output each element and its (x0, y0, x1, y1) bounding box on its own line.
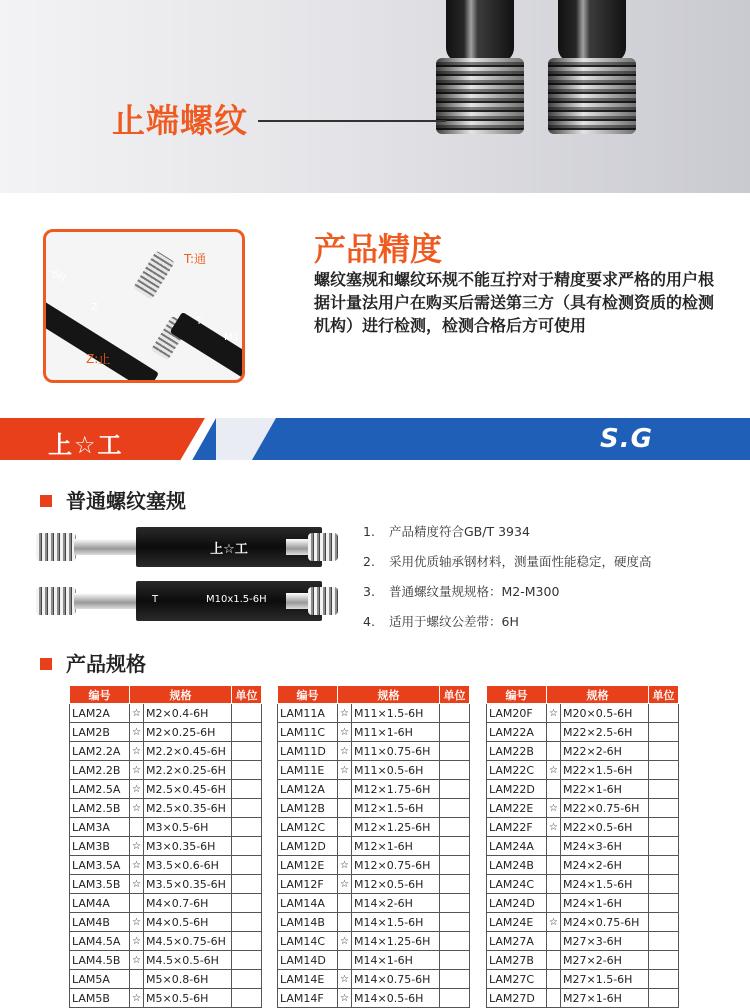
table-row (70, 761, 262, 780)
cell-code: LAM24E (487, 913, 547, 932)
header-unit: 单位 (440, 686, 470, 704)
cell-star (338, 837, 352, 856)
cell-spec: M27×1-6H (561, 989, 649, 1008)
cell-star (547, 780, 561, 799)
cell-spec: M11×1-6H (352, 723, 440, 742)
table-row (278, 723, 470, 742)
cell-code: LAM14E (278, 970, 338, 989)
table-row (70, 856, 262, 875)
cell-code: LAM4.5B (70, 951, 130, 970)
cell-unit (232, 742, 262, 761)
go-no-go-photo (43, 229, 245, 383)
cell-code: LAM22B (487, 742, 547, 761)
cell-unit (440, 913, 470, 932)
table-row (487, 894, 679, 913)
cell-spec: M4×0.7-6H (144, 894, 232, 913)
cell-star: ☆ (338, 989, 352, 1008)
cell-unit (649, 837, 679, 856)
precision-description: 螺纹塞规和螺纹环规不能互拧对于精度要求严格的用户根据计量法用户在购买后需送第三方（具有检测资质的检测机构）进行检测，检测合格后方可使用 (314, 270, 715, 335)
cell-unit (232, 856, 262, 875)
cell-star (130, 970, 144, 989)
table-row (278, 837, 470, 856)
cell-spec: M12×1.75-6H (352, 780, 440, 799)
table-row (487, 856, 679, 875)
cell-code: LAM22C (487, 761, 547, 780)
cell-unit (440, 989, 470, 1008)
cell-code: LAM2.2A (70, 742, 130, 761)
cell-star: ☆ (130, 951, 144, 970)
cell-code: LAM24C (487, 875, 547, 894)
cell-star (338, 913, 352, 932)
table-row (487, 761, 679, 780)
header-spec: 规格 (130, 686, 232, 704)
cell-code: LAM4.5A (70, 932, 130, 951)
cell-spec: M24×1-6H (561, 894, 649, 913)
cell-code: LAM2.5A (70, 780, 130, 799)
table-row (278, 742, 470, 761)
cell-star (547, 742, 561, 761)
table-row (278, 780, 470, 799)
spec-table-2 (277, 685, 470, 1008)
cell-unit (649, 951, 679, 970)
cell-spec: M12×1-6H (352, 837, 440, 856)
table-row (70, 837, 262, 856)
cell-star: ☆ (547, 704, 561, 723)
table-row (278, 989, 470, 1008)
cell-star (338, 780, 352, 799)
header-code: 编号 (278, 686, 338, 704)
cell-star (547, 932, 561, 951)
cell-unit (232, 818, 262, 837)
cell-code: LAM3.5A (70, 856, 130, 875)
table-row (70, 780, 262, 799)
table-row (278, 704, 470, 723)
cell-spec: M12×0.75-6H (352, 856, 440, 875)
cell-spec: M2.5×0.45-6H (144, 780, 232, 799)
cell-spec: M3×0.35-6H (144, 837, 232, 856)
cell-star: ☆ (338, 856, 352, 875)
section-heading-specs (40, 648, 146, 677)
cell-unit (649, 970, 679, 989)
cell-star: ☆ (130, 837, 144, 856)
cell-star: ☆ (130, 989, 144, 1008)
cell-spec: M27×1.5-6H (561, 970, 649, 989)
cell-star (547, 837, 561, 856)
cell-code: LAM2A (70, 704, 130, 723)
bar-mark: M1 (224, 332, 239, 343)
cell-star: ☆ (547, 761, 561, 780)
cell-spec: M14×0.5-6H (352, 989, 440, 1008)
cell-star (338, 951, 352, 970)
cell-code: LAM5B (70, 989, 130, 1008)
cell-star: ☆ (338, 932, 352, 951)
table-row (278, 818, 470, 837)
spec-table-3 (486, 685, 679, 1008)
table-row (487, 799, 679, 818)
cell-unit (440, 970, 470, 989)
cell-spec: M2.5×0.35-6H (144, 799, 232, 818)
cell-star: ☆ (338, 761, 352, 780)
cell-unit (649, 761, 679, 780)
cell-spec: M24×0.75-6H (561, 913, 649, 932)
cell-code: LAM4B (70, 913, 130, 932)
table-row (70, 818, 262, 837)
cell-unit (649, 856, 679, 875)
header-code: 编号 (70, 686, 130, 704)
cell-spec: M2×0.4-6H (144, 704, 232, 723)
cell-code: LAM20F (487, 704, 547, 723)
cell-code: LAM12A (278, 780, 338, 799)
bar-mark: Z (91, 302, 98, 313)
cell-star: ☆ (338, 970, 352, 989)
cell-code: LAM27C (487, 970, 547, 989)
cell-spec: M11×0.5-6H (352, 761, 440, 780)
cell-star: ☆ (130, 856, 144, 875)
cell-code: LAM14C (278, 932, 338, 951)
cell-code: LAM3A (70, 818, 130, 837)
top-product-photo (0, 0, 750, 193)
table-row (278, 875, 470, 894)
cell-star (338, 818, 352, 837)
cell-code: LAM22E (487, 799, 547, 818)
cell-spec: M14×1.25-6H (352, 932, 440, 951)
gauge-mark-t: T (152, 594, 159, 605)
brand-banner (0, 418, 750, 460)
cell-unit (649, 723, 679, 742)
cell-code: LAM5A (70, 970, 130, 989)
cell-star: ☆ (130, 742, 144, 761)
cell-unit (232, 799, 262, 818)
cell-spec: M24×2-6H (561, 856, 649, 875)
table-row (70, 723, 262, 742)
no-go-thread-label: 止端螺纹 (112, 101, 248, 140)
cell-spec: M22×0.75-6H (561, 799, 649, 818)
feature-item: 2. 采用优质轴承钢材料，测量面性能稳定，硬度高 (363, 554, 652, 569)
gauge-spec-mark: M10x1.5-6H (206, 594, 267, 605)
cell-code: LAM2.5B (70, 799, 130, 818)
table-row (487, 989, 679, 1008)
cell-star (547, 989, 561, 1008)
cell-star: ☆ (130, 932, 144, 951)
table-row (487, 723, 679, 742)
cell-star: ☆ (130, 913, 144, 932)
plug-gauge-image-1 (36, 527, 336, 567)
cell-unit (232, 723, 262, 742)
table-row (487, 932, 679, 951)
table-row (70, 989, 262, 1008)
pointer-line (258, 120, 446, 122)
cell-unit (649, 932, 679, 951)
cell-unit (649, 989, 679, 1008)
table-row (487, 970, 679, 989)
cell-unit (440, 894, 470, 913)
cell-spec: M4.5×0.5-6H (144, 951, 232, 970)
cell-code: LAM14D (278, 951, 338, 970)
header-code: 编号 (487, 686, 547, 704)
table-row (487, 875, 679, 894)
cell-code: LAM11C (278, 723, 338, 742)
cell-spec: M4×0.5-6H (144, 913, 232, 932)
table-row (70, 704, 262, 723)
cell-unit (649, 913, 679, 932)
square-bullet-icon (40, 495, 52, 507)
table-row (278, 761, 470, 780)
cell-star: ☆ (338, 875, 352, 894)
cell-code: LAM24A (487, 837, 547, 856)
cell-unit (440, 875, 470, 894)
cell-spec: M2.2×0.25-6H (144, 761, 232, 780)
cell-spec: M24×3-6H (561, 837, 649, 856)
cell-spec: M14×2-6H (352, 894, 440, 913)
section-heading-text: 产品规格 (66, 652, 146, 676)
cell-code: LAM22A (487, 723, 547, 742)
cell-unit (440, 818, 470, 837)
cell-spec: M27×3-6H (561, 932, 649, 951)
table-row (70, 913, 262, 932)
cell-unit (440, 704, 470, 723)
cell-star (547, 856, 561, 875)
feature-item: 1. 产品精度符合GB/T 3934 (363, 524, 530, 539)
table-row (70, 932, 262, 951)
header-unit: 单位 (232, 686, 262, 704)
cell-star: ☆ (547, 799, 561, 818)
cell-spec: M12×0.5-6H (352, 875, 440, 894)
spec-table-1 (69, 685, 262, 1008)
cell-star: ☆ (130, 761, 144, 780)
table-row (70, 742, 262, 761)
cell-star (547, 951, 561, 970)
table-row (278, 894, 470, 913)
table-row (70, 951, 262, 970)
cell-spec: M14×1-6H (352, 951, 440, 970)
cell-unit (649, 704, 679, 723)
cell-spec: M3×0.5-6H (144, 818, 232, 837)
header-spec: 规格 (338, 686, 440, 704)
no-go-tag: Z:止 (86, 352, 111, 366)
cell-unit (649, 894, 679, 913)
section-heading-text: 普通螺纹塞规 (66, 489, 186, 513)
cell-star: ☆ (338, 723, 352, 742)
cell-code: LAM22F (487, 818, 547, 837)
cell-star (547, 723, 561, 742)
cell-code: LAM24D (487, 894, 547, 913)
table-row (487, 818, 679, 837)
cell-unit (440, 780, 470, 799)
cell-code: LAM11E (278, 761, 338, 780)
cell-code: LAM3.5B (70, 875, 130, 894)
cell-unit (440, 723, 470, 742)
cell-unit (232, 704, 262, 723)
cell-code: LAM2B (70, 723, 130, 742)
cell-star (338, 894, 352, 913)
feature-item: 3. 普通螺纹量规规格：M2-M300 (363, 584, 560, 599)
cell-spec: M2.2×0.45-6H (144, 742, 232, 761)
cell-spec: M3.5×0.35-6H (144, 875, 232, 894)
cell-spec: M3.5×0.6-6H (144, 856, 232, 875)
table-row (487, 837, 679, 856)
section-heading-plug-gauge (40, 485, 186, 514)
cell-star: ☆ (338, 704, 352, 723)
cell-star: ☆ (547, 913, 561, 932)
cell-unit (232, 913, 262, 932)
brand-logo-left: 上☆工 (48, 431, 124, 459)
cell-code: LAM3B (70, 837, 130, 856)
cell-unit (232, 761, 262, 780)
cell-spec: M4.5×0.75-6H (144, 932, 232, 951)
precision-title: 产品精度 (314, 230, 443, 268)
cell-unit (440, 799, 470, 818)
cell-spec: M11×0.75-6H (352, 742, 440, 761)
cell-code: LAM27B (487, 951, 547, 970)
table-row (70, 875, 262, 894)
cell-code: LAM11D (278, 742, 338, 761)
cell-unit (649, 818, 679, 837)
table-row (487, 742, 679, 761)
cell-star: ☆ (130, 723, 144, 742)
cell-code: LAM4A (70, 894, 130, 913)
cell-spec: M22×1-6H (561, 780, 649, 799)
table-row (278, 913, 470, 932)
cell-unit (649, 742, 679, 761)
cell-spec: M5×0.8-6H (144, 970, 232, 989)
cell-code: LAM2.2B (70, 761, 130, 780)
cell-star (547, 894, 561, 913)
cell-unit (440, 837, 470, 856)
cell-star (130, 894, 144, 913)
table-row (70, 894, 262, 913)
go-tag: T:通 (184, 252, 207, 266)
cell-code: LAM27D (487, 989, 547, 1008)
cell-code: LAM12F (278, 875, 338, 894)
feature-item: 4. 适用于螺纹公差带：6H (363, 614, 519, 629)
bar-mark: T (196, 316, 203, 327)
brand-logo-right: S.G (600, 424, 653, 454)
cell-spec: M24×1.5-6H (561, 875, 649, 894)
table-row (70, 799, 262, 818)
cell-unit (232, 837, 262, 856)
cell-spec: M14×1.5-6H (352, 913, 440, 932)
table-row (278, 951, 470, 970)
cell-spec: M22×0.5-6H (561, 818, 649, 837)
cell-spec: M20×0.5-6H (561, 704, 649, 723)
cell-unit (232, 932, 262, 951)
table-row (487, 913, 679, 932)
cell-code: LAM14F (278, 989, 338, 1008)
table-row (278, 856, 470, 875)
table-row (278, 932, 470, 951)
cell-spec: M22×1.5-6H (561, 761, 649, 780)
header-spec: 规格 (547, 686, 649, 704)
cell-unit (440, 761, 470, 780)
cell-spec: M12×1.25-6H (352, 818, 440, 837)
cell-unit (440, 856, 470, 875)
plug-gauge-image (436, 0, 524, 140)
cell-spec: M2×0.25-6H (144, 723, 232, 742)
cell-star: ☆ (130, 875, 144, 894)
cell-unit (232, 780, 262, 799)
cell-star (547, 875, 561, 894)
cell-spec: M12×1.5-6H (352, 799, 440, 818)
cell-unit (440, 951, 470, 970)
cell-unit (232, 989, 262, 1008)
square-bullet-icon (40, 658, 52, 670)
cell-code: LAM14A (278, 894, 338, 913)
cell-code: LAM14B (278, 913, 338, 932)
cell-unit (649, 875, 679, 894)
cell-code: LAM11A (278, 704, 338, 723)
cell-code: LAM12C (278, 818, 338, 837)
cell-spec: M22×2.5-6H (561, 723, 649, 742)
cell-code: LAM22D (487, 780, 547, 799)
table-row (487, 780, 679, 799)
cell-code: LAM24B (487, 856, 547, 875)
plug-gauge-image (548, 0, 636, 140)
bar-mark: -6H (46, 266, 68, 285)
cell-star (338, 799, 352, 818)
cell-unit (232, 970, 262, 989)
cell-unit (649, 799, 679, 818)
cell-star: ☆ (547, 818, 561, 837)
plug-gauge-image-2 (36, 581, 336, 621)
cell-unit (440, 742, 470, 761)
table-row (278, 799, 470, 818)
cell-star (130, 818, 144, 837)
table-row (70, 970, 262, 989)
cell-star: ☆ (130, 704, 144, 723)
table-row (487, 951, 679, 970)
header-unit: 单位 (649, 686, 679, 704)
cell-code: LAM27A (487, 932, 547, 951)
cell-star: ☆ (130, 799, 144, 818)
cell-spec: M22×2-6H (561, 742, 649, 761)
cell-spec: M5×0.5-6H (144, 989, 232, 1008)
cell-code: LAM12B (278, 799, 338, 818)
table-row (278, 970, 470, 989)
cell-star: ☆ (130, 780, 144, 799)
gauge-logo: 上☆工 (210, 541, 248, 557)
cell-spec: M27×2-6H (561, 951, 649, 970)
cell-code: LAM12E (278, 856, 338, 875)
cell-unit (232, 875, 262, 894)
cell-star (547, 970, 561, 989)
cell-spec: M14×0.75-6H (352, 970, 440, 989)
cell-unit (232, 951, 262, 970)
cell-code: LAM12D (278, 837, 338, 856)
cell-unit (440, 932, 470, 951)
cell-unit (649, 780, 679, 799)
cell-spec: M11×1.5-6H (352, 704, 440, 723)
cell-star: ☆ (338, 742, 352, 761)
table-row (487, 704, 679, 723)
cell-unit (232, 894, 262, 913)
